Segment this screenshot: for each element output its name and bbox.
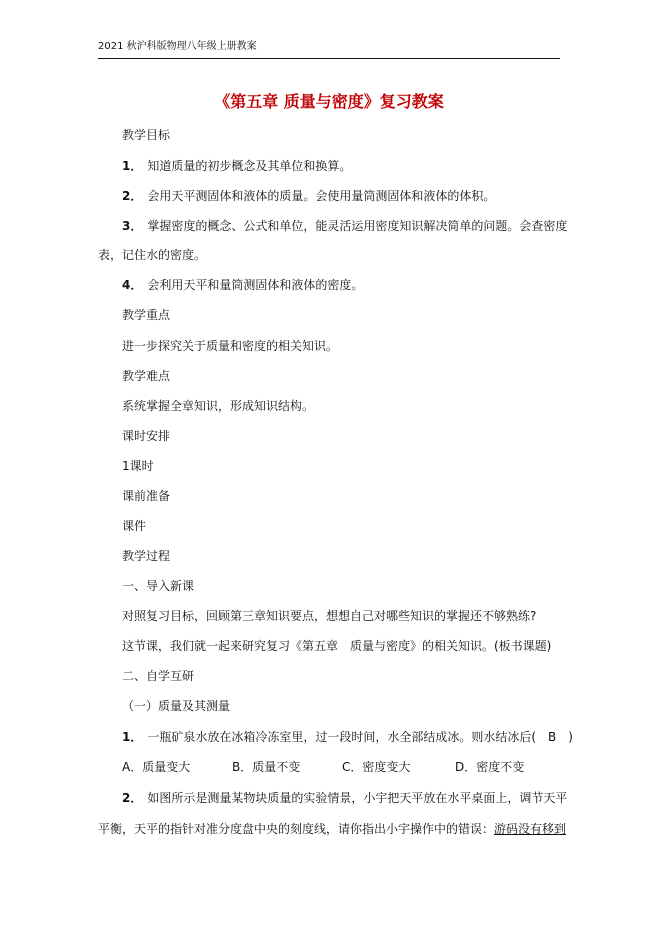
goals-heading: 教学目标 — [122, 128, 171, 142]
question-1 — [122, 729, 573, 745]
subsection-heading-mass: （一）质量及其测量 — [122, 699, 231, 713]
goal-text: 会利用天平和量筒测固体和液体的密度。 — [147, 278, 364, 292]
question-number: 1． — [122, 730, 143, 744]
question-number: 2． — [122, 791, 143, 805]
section-heading-self-study: 二、自学互研 — [122, 669, 195, 683]
goal-item-3-continuation: 表，记住水的密度。 — [98, 248, 207, 262]
question-text: 如图所示是测量某物块质量的实验情景，小宇把天平放在水平桌面上，调节天平 — [147, 791, 568, 805]
page-header: 2021 秋沪科版物理八年级上册教案 — [98, 40, 560, 59]
question-text: 平衡，天平的指针对准分度盘中央的刻度线，请你指出小宇操作中的错误： — [98, 822, 495, 836]
key-points-text: 进一步探究关于质量和密度的相关知识。 — [122, 339, 339, 353]
goal-number: 2． — [122, 189, 143, 203]
goal-number: 1． — [122, 159, 143, 173]
choice-b: B．质量不变 — [232, 760, 301, 774]
key-points-heading: 教学重点 — [122, 308, 171, 322]
schedule-heading: 课时安排 — [122, 429, 171, 443]
document-title: 《第五章 质量与密度》复习教案 — [214, 92, 444, 111]
goal-item-1 — [122, 158, 351, 174]
goal-item-3 — [122, 218, 567, 234]
process-heading: 教学过程 — [122, 549, 171, 563]
goal-number: 3． — [122, 219, 143, 233]
goal-item-2 — [122, 188, 495, 204]
answer-underlined: 游码没有移到 — [494, 822, 567, 836]
goal-number: 4． — [122, 278, 143, 292]
goal-item-4 — [122, 277, 363, 293]
schedule-text: 1课时 — [122, 459, 154, 473]
intro-paragraph-2: 这节课，我们就一起来研究复习《第五章 质量与密度》的相关知识。(板书课题) — [122, 639, 552, 653]
goal-text: 掌握密度的概念、公式和单位，能灵活运用密度知识解决简单的问题。会查密度 — [147, 219, 568, 233]
question-2 — [122, 790, 567, 806]
choice-c: C．密度变大 — [342, 760, 411, 774]
difficulty-text: 系统掌握全章知识，形成知识结构。 — [122, 399, 315, 413]
question-text: 一瓶矿泉水放在冰箱冷冻室里，过一段时间，水全部结成冰。则水结冰后( B ) — [147, 730, 573, 744]
preparation-heading: 课前准备 — [122, 489, 171, 503]
question-2-continuation — [98, 821, 566, 837]
section-heading-intro: 一、导入新课 — [122, 579, 195, 593]
choice-d: D．密度不变 — [455, 760, 525, 774]
choice-a: A．质量变大 — [122, 760, 191, 774]
difficulty-heading: 教学难点 — [122, 369, 171, 383]
preparation-text: 课件 — [122, 519, 147, 533]
question-1-choices — [122, 759, 524, 775]
goal-text: 知道质量的初步概念及其单位和换算。 — [147, 159, 352, 173]
intro-paragraph-1: 对照复习目标，回顾第三章知识要点，想想自己对哪些知识的掌握还不够熟练? — [122, 609, 537, 623]
goal-text: 会用天平测固体和液体的质量。会使用量筒测固体和液体的体积。 — [147, 189, 496, 203]
